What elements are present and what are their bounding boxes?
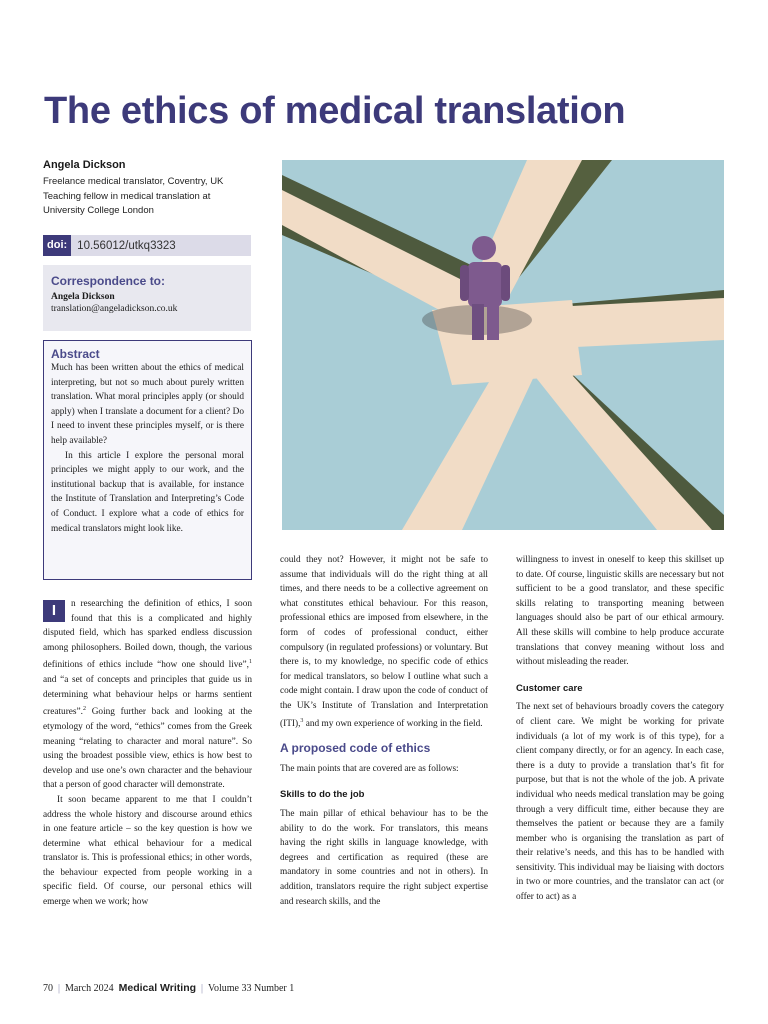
abstract-box: [43, 340, 252, 580]
abstract-paragraph: In this article I explore the personal moral principles we might apply to our work, and the institutional backup that is available, for instance the Institute of Translation and Interpreting’s Code of Conduct. I explore what a code of ethics for medical translators might look like.: [51, 450, 244, 534]
footer-divider: |: [201, 982, 204, 994]
correspondence-email[interactable]: translation@angeladickson.co.uk: [51, 304, 178, 314]
subsection-heading: Skills to do the job: [280, 789, 365, 801]
body-paragraph: willingness to invest in oneself to keep this skillset up to date. Of course, linguistic skills are necessary but not sufficient to be a good translator, and these specific skills relating to transporting meaning between languages should also be part of our ethical armoury. All these skills will combine to help produce accurate translations that convey meaning without loss and without misleading the reader.: [516, 555, 724, 668]
crossroads-illustration: [282, 160, 724, 530]
author-affiliation: [43, 175, 253, 219]
affiliation-line: Teaching fellow in medical translation at: [43, 190, 211, 202]
drop-cap: I: [43, 600, 65, 622]
reference-3[interactable]: 3: [300, 717, 304, 724]
doi-link[interactable]: 10.56012/utkq3323: [77, 239, 176, 252]
correspondence-name: Angela Dickson: [51, 292, 115, 302]
page-footer: [43, 982, 294, 994]
affiliation-line: Freelance medical translator, Coventry, UK: [43, 176, 224, 187]
abstract-paragraph: Much has been written about the ethics of medical interpreting, but not so much about purely written translation. What moral principles apply (or should apply) when I translate a document for a client? Do I need to invent these principles myself, or is there help available?: [51, 363, 244, 446]
section-intro: The main points that are covered are as follows:: [280, 763, 459, 774]
doi-label: doi:: [43, 235, 71, 256]
reference-2[interactable]: 2: [83, 706, 86, 713]
abstract-heading: Abstract: [51, 347, 100, 361]
subsection-heading: Customer care: [516, 682, 583, 694]
journal-name: Medical Writing: [118, 982, 197, 994]
page-number: 70: [43, 982, 53, 994]
correspondence-box: [43, 265, 251, 331]
author-name: Angela Dickson: [43, 159, 126, 171]
article-photo: [282, 160, 724, 530]
volume-info: Volume 33 Number 1: [208, 982, 295, 994]
body-paragraph: The main pillar of ethical behaviour has to be the ability to do the work. For translators, this means having the right skills in language knowledge, with degrees and certification as required (these are mandatory in some countries and not in others). In addition, translators require the right subject expertise and research skills, and the: [280, 809, 488, 907]
body-paragraph: It soon became apparent to me that I couldn’t address the whole history and discourse around ethics in one feature article – so the key question is how we determine what ethical behaviour for a medical translator is. This is professional ethics; in other words, the behaviour expected from people working in a specific field. Of course, our personal ethics will emerge when we work; how: [43, 794, 252, 908]
body-paragraph: could they not? However, it might not be safe to assume that individuals will do the right thing at all times, and there needs to be a collective agreement on what constitutes ethical behaviour. For this reason, professional ethics are imposed from elsewhere, in the form of codes of professional conduct, either compulsory (in regulated professions) or voluntary. But there is, to my knowledge, no specific code of ethics for medical translators, so below I outline what such a code might contain. I draw upon the code of conduct of the UK’s Institute of Translation and Interpretation (ITI),$^3$ and my own experience of working in the field.: [280, 555, 488, 729]
body-paragraph: The next set of behaviours broadly covers the category of client care. We might be working for private individuals (a lot of my work is of this type), for a client company directly, or for an agency. In each case, there is a duty to provide a translation that’s fit for purpose, but that is not the whole of the job. A private individual who needs medical translation may be going through a very difficult time, either because they are themselves the patient or because they are a family member who is organising the translation as part of their relative’s needs, and this has to be handled with sensitivity. This individual may be liaising with doctors in two or more countries, and the translator can act (or offer to act) as a: [516, 702, 724, 903]
body-column-3: [516, 553, 724, 905]
correspondence-heading: Correspondence to:: [51, 274, 166, 288]
issue-date: March 2024: [65, 982, 114, 994]
body-paragraph: I n researching the definition of ethics, I soon found that this is a complicated and highly disputed field, which has sparked endless discussion among philosophers. Boiled down, though, the various definitions of ethics include “how one should live”,$^1$ and “a set of concepts and principles that guide us in determining what behaviour helps or harms sentient creatures”.$^2$ Going further back and looking at the etymology of the word, “ethics” comes from the Greek meaning “relating to character and moral nature”. So using the broadest possible view, ethics is how best to develop and use one’s own character and the behaviour that a person of good character will demonstrate.: [43, 599, 252, 791]
section-heading: A proposed code of ethics: [280, 741, 431, 756]
article-title: The ethics of medical translation: [44, 90, 626, 132]
body-column-2: [280, 553, 488, 909]
affiliation-line: University College London: [43, 205, 154, 216]
body-column-1: [43, 597, 252, 910]
footer-divider: |: [58, 982, 61, 994]
reference-1[interactable]: 1: [249, 659, 252, 666]
doi-box: [43, 235, 251, 256]
